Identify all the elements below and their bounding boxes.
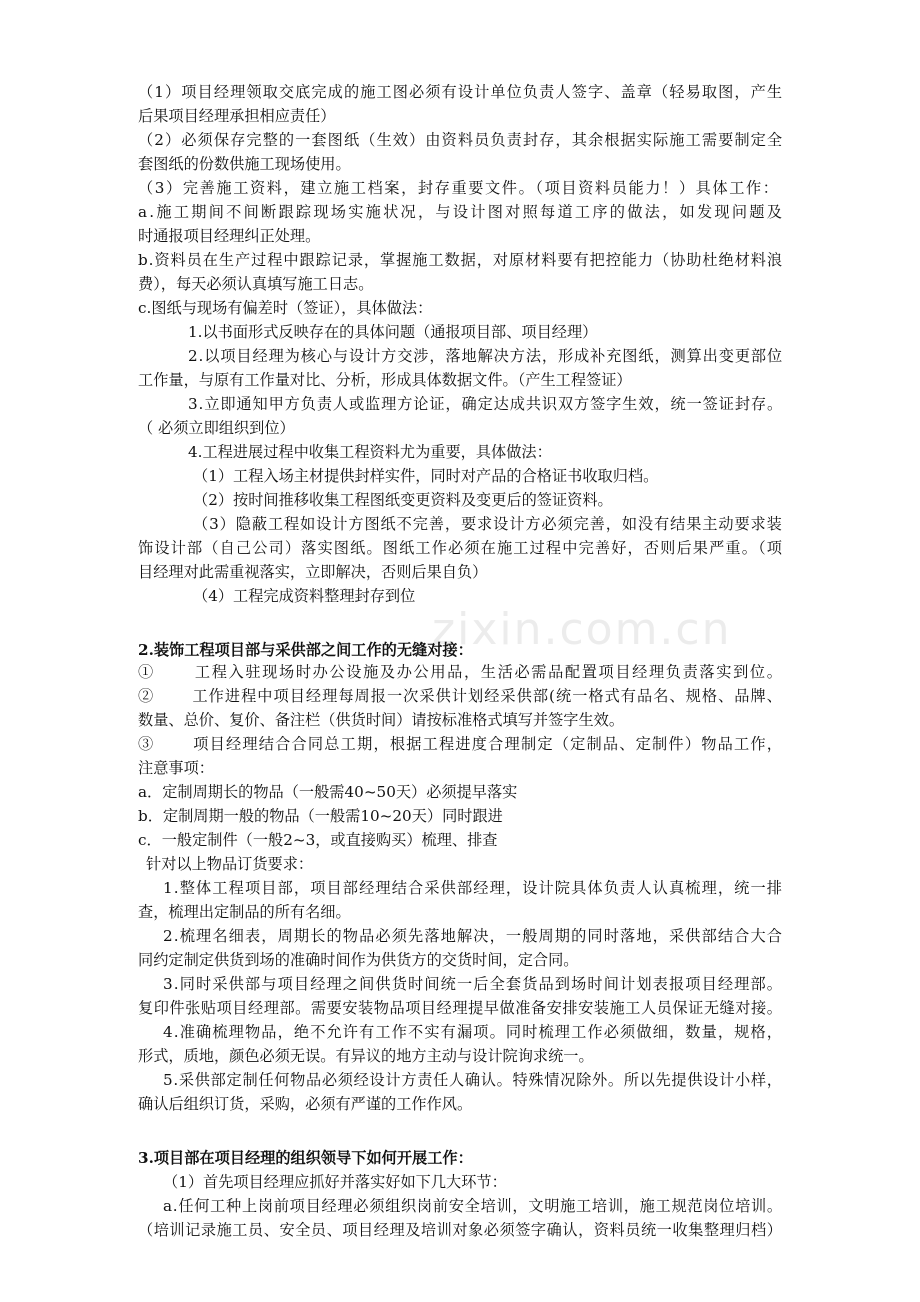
text-line: 4.工程进展过程中收集工程资料尤为重要，具体做法： [188,443,552,461]
text-line: 套图纸的份数供施工现场使用。 [138,155,351,173]
text-line: 3.同时采供部与项目经理之间供货时间统一后全套货品到场时间计划表报项目经理部。 [163,975,784,993]
text-line: 形式，质地，颜色必须无误。有异议的地方主动与设计院询求统一。 [138,1047,594,1065]
text-line: （1）首先项目经理应抓好并落实好如下几大环节： [163,1173,507,1191]
text-line: 后果项目经理承担相应责任） [138,107,336,125]
text-line: 确认后组织订货，采购，必须有严谨的工作作风。 [138,1095,473,1113]
text-line: （4）工程完成资料整理封存到位 [193,587,416,605]
text-line: 同约定制定供货到场的准确时间作为供货方的交货时间，定合同。 [138,951,579,969]
section-heading: 3.项目部在项目经理的组织领导下如何开展工作： [138,1149,473,1167]
text-line: 工作量，与原有工作量对比、分析，形成具体数据文件。（产生工程签证） [138,371,632,389]
text-line: （3）完善施工资料，建立施工档案，封存重要文件。（项目资料员能力！）具体工作： [138,179,780,197]
text-line: ② 工作进程中项目经理每周报一次采供计划经采供部(统一格式有品名、规格、品牌、 [138,687,783,705]
text-line: a.施工期间不间断跟踪现场实施状况，与设计图对照每道工序的做法，如发现问题及 [138,203,785,221]
text-line: 1.整体工程项目部，项目部经理结合采供部经理，设计院具体负责人认真梳理，统一排 [163,879,784,897]
text-line: 3.立即通知甲方负责人或监理方论证，确定达成共识双方签字生效，统一签证封存。 [188,395,784,413]
text-line: 查，梳理出定制品的所有名细。 [138,903,351,921]
text-line: b．定制周期一般的物品（一般需10~20天）同时跟进 [138,807,503,825]
text-line: 注意事项： [138,759,214,777]
text-line: 2.梳理名细表，周期长的物品必须先落地解决，一般周期的同时落地，采供部结合大合 [163,927,784,945]
text-line: b.资料员在生产过程中跟踪记录，掌握施工数据，对原材料要有把控能力（协助杜绝材料浪 [138,251,783,269]
text-line: （2）必须保存完整的一套图纸（生效）由资料员负责封存，其余根据实际施工需要制定全 [138,131,784,149]
text-line: a.任何工种上岗前项目经理必须组织岗前安全培训，文明施工培训，施工规范岗位培训。 [163,1197,783,1215]
text-line: 数量、总价、复价、备注栏（供货时间）请按标准格式填写并签字生效。 [138,711,624,729]
text-line: 2.以项目经理为核心与设计方交涉，落地解决方法，形成补充图纸，测算出变更部位 [188,347,784,365]
text-line: 复印件张贴项目经理部。需要安装物品项目经理提早做准备安排安装施工人员保证无缝对接。 [138,999,783,1017]
text-line: 1.以书面形式反映存在的具体问题（通报项目部、项目经理） [188,323,598,341]
text-line: （3）隐蔽工程如设计方图纸不完善，要求设计方必须完善，如没有结果主动要求装 [193,515,783,533]
text-line: 饰设计部（自己公司）落实图纸。图纸工作必须在施工过程中完善好，否则后果严重。（项 [138,539,784,557]
text-line: 4.准确梳理物品，绝不允许有工作不实有漏项。同时梳理工作必须做细，数量，规格， [163,1023,784,1041]
text-line: （1）工程入场主材提供封样实件，同时对产品的合格证书收取归档。 [193,467,659,485]
watermark: zixin.com.cn [432,604,732,655]
text-line: （ 必须立即组织到位） [138,419,295,437]
text-line: c．一般定制件（一般2~3，或直接购买）梳理、排查 [138,831,498,849]
text-line: 5.采供部定制任何物品必须经设计方责任人确认。特殊情况除外。所以先提供设计小样， [163,1071,783,1089]
text-line: a．定制周期长的物品（一般需40~50天）必须提早落实 [138,783,518,801]
section-heading: 2.装饰工程项目部与采供部之间工作的无缝对接： [138,641,473,659]
text-line: 费），每天必须认真填写施工日志。 [138,275,374,293]
text-line: ③ 项目经理结合合同总工期，根据工程进度合理制定（定制品、定制件）物品工作， [138,735,784,753]
text-line: 时通报项目经理纠正处理。 [138,227,321,245]
text-line: （1）项目经理领取交底完成的施工图必须有设计单位负责人签字、盖章（轻易取图，产生 [138,83,784,101]
text-line: 针对以上物品订货要求： [146,855,314,873]
text-line: ① 工程入驻现场时办公设施及办公用品，生活必需品配置项目经理负责落实到位。 [138,663,784,681]
text-line: 目经理对此需重视落实，立即解决，否则后果自负） [138,563,488,581]
text-line: （2）按时间推移收集工程图纸变更资料及变更后的签证资料。 [193,491,613,509]
text-line: c.图纸与现场有偏差时（签证），具体做法： [138,299,433,317]
text-line: （培训记录施工员、安全员、项目经理及培训对象必须签字确认，资料员统一收集整理归档） [138,1221,783,1239]
